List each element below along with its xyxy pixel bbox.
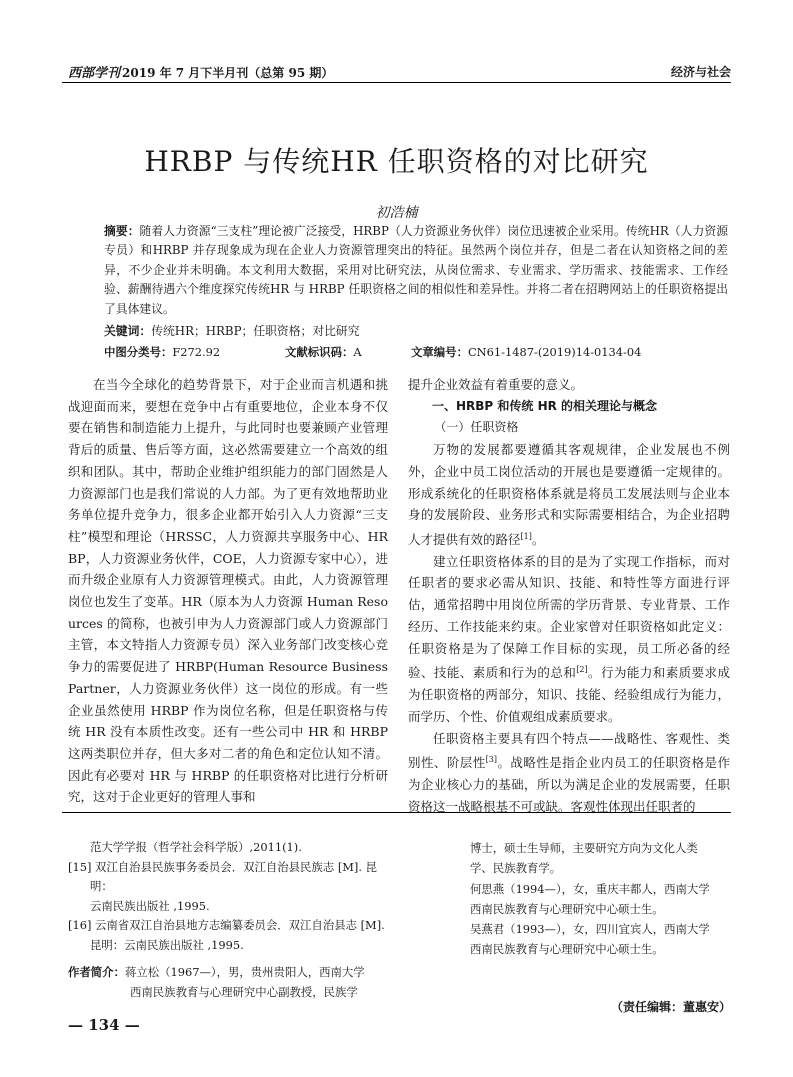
author-note-line: 吴燕君（1993—），女，四川宜宾人，西南大学 [470,922,710,937]
header-rule [62,82,731,83]
article-title: HRBP 与传统HR 任职资格的对比研究 [144,145,649,178]
article-no-value: CN61-1487-(2019)14-0134-04 [467,345,642,359]
clc-number [104,344,220,360]
body-paragraph [408,728,730,818]
author-note-label: 作者简介： [68,965,125,979]
keywords [104,322,360,339]
abstract [104,222,728,319]
body-paragraph-continued: 提升企业效益有着重要的意义。 [408,377,584,392]
journal-logo: 西部学刊 [68,66,121,81]
citation-ref: [3] [485,755,498,765]
article-author: 初浩楠 [375,205,418,221]
paragraph-text: 万物的发展都要遵循其客观规律，企业发展也不例外，企业中员工岗位活动的开展也是要遵循一定规律的。形成系统化的任职资格体系就是将员工发展法则与企业本身的发展阶段、业务形式和实际需要相结合，为企业招聘人才提供有效的路径 [408,442,730,548]
clc-value: F272.92 [172,345,221,359]
body-column-left [68,374,388,808]
keywords-text: 传统HR；HRBP；任职资格；对比研究 [151,324,360,338]
keywords-label: 关键词： [104,324,152,338]
author-note-line: 西南民族教育与心理研究中心硕士生。 [470,942,664,957]
reference-15: [15] 双江自治县民族事务委员会．双江自治县民族志 [M]. 昆明： [68,859,378,893]
paragraph-end: 。 [531,532,545,548]
citation-ref: [2] [576,665,588,675]
author-note-line: 学、民族教育学。 [470,861,562,876]
author-note-line: 博士，硕士生导师，主要研究方向为文化人类 [470,841,698,855]
article-no-label: 文章编号： [411,345,468,359]
section-name: 经济与社会 [670,65,731,79]
paragraph-text: 建立任职资格体系的目的是为了实现工作指标，而对任职者的要求必需从知识、技能、和特性等方面进行评估，通常招聘中用岗位所需的学历背景、专业背景、工作经历、工作技能来约束。企业家曾对任职资格如此定义：任职资格是为了保障工作目标的实现，员工所必备的经验、技能、素质和行为的总和 [408,553,730,681]
abstract-label: 摘要： [104,224,140,238]
reference-15-cont: 云南民族出版社 ,1995. [90,898,210,913]
article-number [411,344,641,360]
doc-code-label: 文献标识码： [285,345,354,359]
running-header-left [68,62,333,81]
reference-list [68,838,398,955]
body-paragraph: 在当今全球化的趋势背景下，对于企业而言机遇和挑战迎面而来，要想在竞争中占有重要地位，企业本身不仅要在销售和制造能力上提升，与此同时也要兼顾产业管理背后的质量、售后等方面，这必然需要建立一个高效的组织和团队。其中，帮助企业维护组织能力的部门固然是人力资源部门也是我们常说的人力部。为了更有效地帮助业务单位提升竞争力，很多企业都开始引入人力资源“三支柱”模型和理论（HRSSC，人力资源共享服务中心、HRBP，人力资源业务伙伴，COE，人力资源专家中心），进而升级企业原有人力资源管理模式。由此，人力资源管理岗位也发生了变革。HR（原本为人力资源 Human Resources 的简称，也被引申为人力资源部门或人力资源部门主管，本文特指人力资源专员）深入业务部门改变核心竞争力的需要促进了 HRBP(Human Resource Business Partner，人力资源业务伙伴）这一岗位的形成。有一些企业虽然使用 HRBP 作为岗位名称，但是任职资格与传统 HR 没有本质性改变。还有一些公司中 HR 和 HRBP 这两类职位并存，但大多对二者的角色和定位认知不清。因此有必要对 HR 与 HRBP 的任职资格对比进行分析研究，这对于企业更好的管理人事和 [68,377,388,805]
reference-16-cont: 昆明：云南民族出版社 ,1995. [90,937,244,952]
abstract-text: 随着人力资源“三支柱”理论被广泛接受，HRBP（人力资源业务伙伴）岗位迅速被企业采用。传统HR（人力资源专员）和HRBP 并存现象成为现在企业人力资源管理突出的特征。虽然两个岗位并存，但是二者在认知资格之间的差异，不少企业并未明确。本文利用大数据，采用对比研究法，从岗位需求、专业需求、学历需求、技能需求、工作经验、薪酬待遇六个维度探究传统HR 与 HRBP 任职资格之间的相似性和差异性。并将二者在招聘网站上的任职资格提出了具体建议。 [104,224,728,316]
paragraph-end: 。战略性是指企业内员工的任职资格是作为企业核心力的基础，所以为满足企业的发展需要，任职资格这一战略根基不可或缺。客观性体现出任职者的 [408,755,730,814]
issue-info: 2019 年 7 月下半月刊（总第 95 期） [122,66,334,80]
citation-ref: [1] [520,531,532,541]
author-note-line: 西南民族教育与心理研究中心硕士生。 [470,901,664,916]
section-divider [62,812,731,813]
reference-16: [16] 云南省双江自治县地方志编纂委员会．双江自治县志 [M]. [68,918,385,932]
author-note-line: 西南民族教育与心理研究中心副教授，民族学 [130,985,358,999]
body-paragraph [408,439,730,551]
author-note [68,962,398,1002]
subsection-heading: （一）任职资格 [434,420,519,435]
body-paragraph [408,551,730,728]
responsible-editor: （责任编辑：董惠安） [610,1000,731,1014]
author-note-line: 蒋立松（1967—），男，贵州贵阳人，西南大学 [124,965,365,979]
author-bios [470,838,740,960]
doc-code-value: A [353,345,362,359]
section-heading: 一、HRBP 和传统 HR 的相关理论与概念 [432,398,658,413]
body-column-right [408,374,730,818]
paragraph-text: 任职资格主要具有四个特点——战略性、客观性、类别性、阶层性 [408,730,730,771]
reference-continued: 范大学学报（哲学社会科学版）,2011(1). [90,840,302,854]
clc-label: 中图分类号： [104,345,173,359]
document-code [285,344,362,360]
author-note-line: 何思燕（1994—），女，重庆丰都人，西南大学 [470,881,710,896]
page-number: — 134 — [68,1016,140,1034]
paragraph-end: 。行为能力和素质要求成为任职资格的两部分，知识、技能、经验组成行为能力，而学历、个性、价值观组成素质要求。 [408,665,730,724]
